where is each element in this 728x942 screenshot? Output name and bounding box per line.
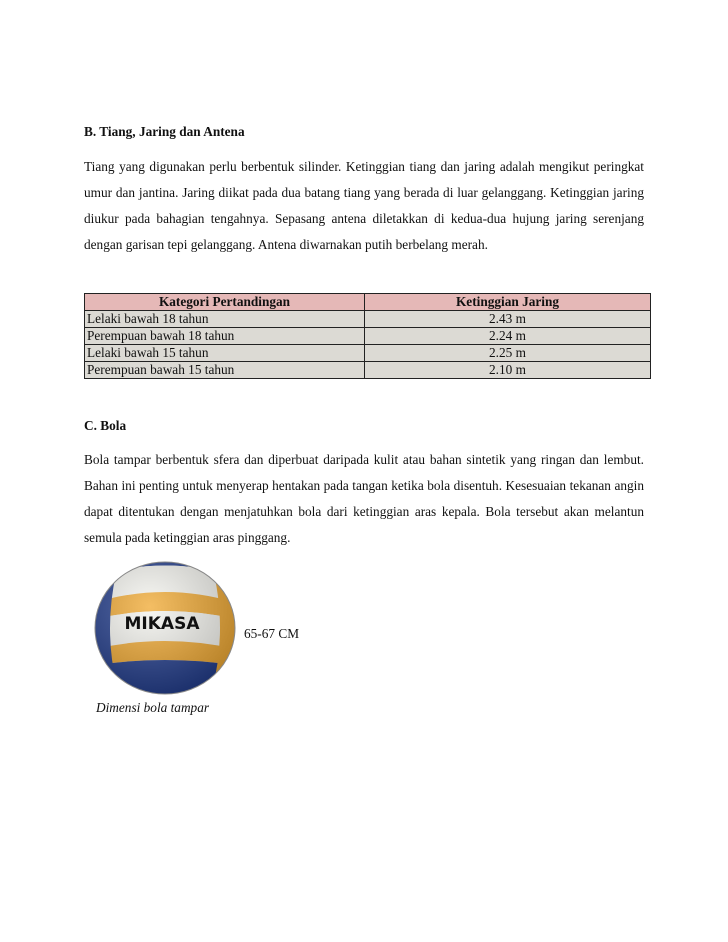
table-cell-height: 2.24 m [365, 328, 651, 345]
ball-size-label: 65-67 CM [244, 626, 300, 641]
net-height-table [84, 293, 651, 379]
section-c-heading: C. Bola [84, 418, 127, 433]
figure-caption: Dimensi bola tampar [96, 700, 210, 715]
table-row [85, 362, 651, 379]
table-row [85, 328, 651, 345]
table-cell-height: 2.10 m [365, 362, 651, 379]
table-cell-category: Perempuan bawah 18 tahun [85, 328, 365, 345]
table-cell-height: 2.25 m [365, 345, 651, 362]
table-cell-category: Lelaki bawah 18 tahun [85, 311, 365, 328]
table-cell-category: Lelaki bawah 15 tahun [85, 345, 365, 362]
table-header-row [85, 294, 651, 311]
table-cell-height: 2.43 m [365, 311, 651, 328]
section-b-heading: B. Tiang, Jaring dan Antena [84, 124, 245, 139]
volleyball-image [90, 558, 240, 698]
table-row [85, 311, 651, 328]
ball-brand-text: MIKASA [124, 614, 200, 634]
table-header-category: Kategori Pertandingan [85, 294, 365, 311]
table-header-height: Ketinggian Jaring [365, 294, 651, 311]
table-row [85, 345, 651, 362]
table-cell-category: Perempuan bawah 15 tahun [85, 362, 365, 379]
section-c-paragraph: Bola tampar berbentuk sfera dan diperbuat daripada kulit atau bahan sintetik yang ringan dan lembut. Bahan ini penting untuk menyerap hentakan pada tangan ketika bola disentuh. Kesesuaian tekanan angin dapat ditentukan dengan menjatuhkan bola dari ketinggian aras kepala. Bola tersebut akan melantun semula pada ketinggian aras pinggang. [84, 452, 644, 545]
section-b-paragraph: Tiang yang digunakan perlu berbentuk silinder. Ketinggian tiang dan jaring adalah mengikut peringkat umur dan jantina. Jaring diikat pada dua batang tiang yang berada di luar gelanggang. Ketinggian jaring diukur pada bahagian tengahnya. Sepasang antena diletakkan di kedua-dua hujung jaring serenjang dengan garisan tepi gelanggang. Antena diwarnakan putih berbelang merah. [84, 159, 644, 252]
